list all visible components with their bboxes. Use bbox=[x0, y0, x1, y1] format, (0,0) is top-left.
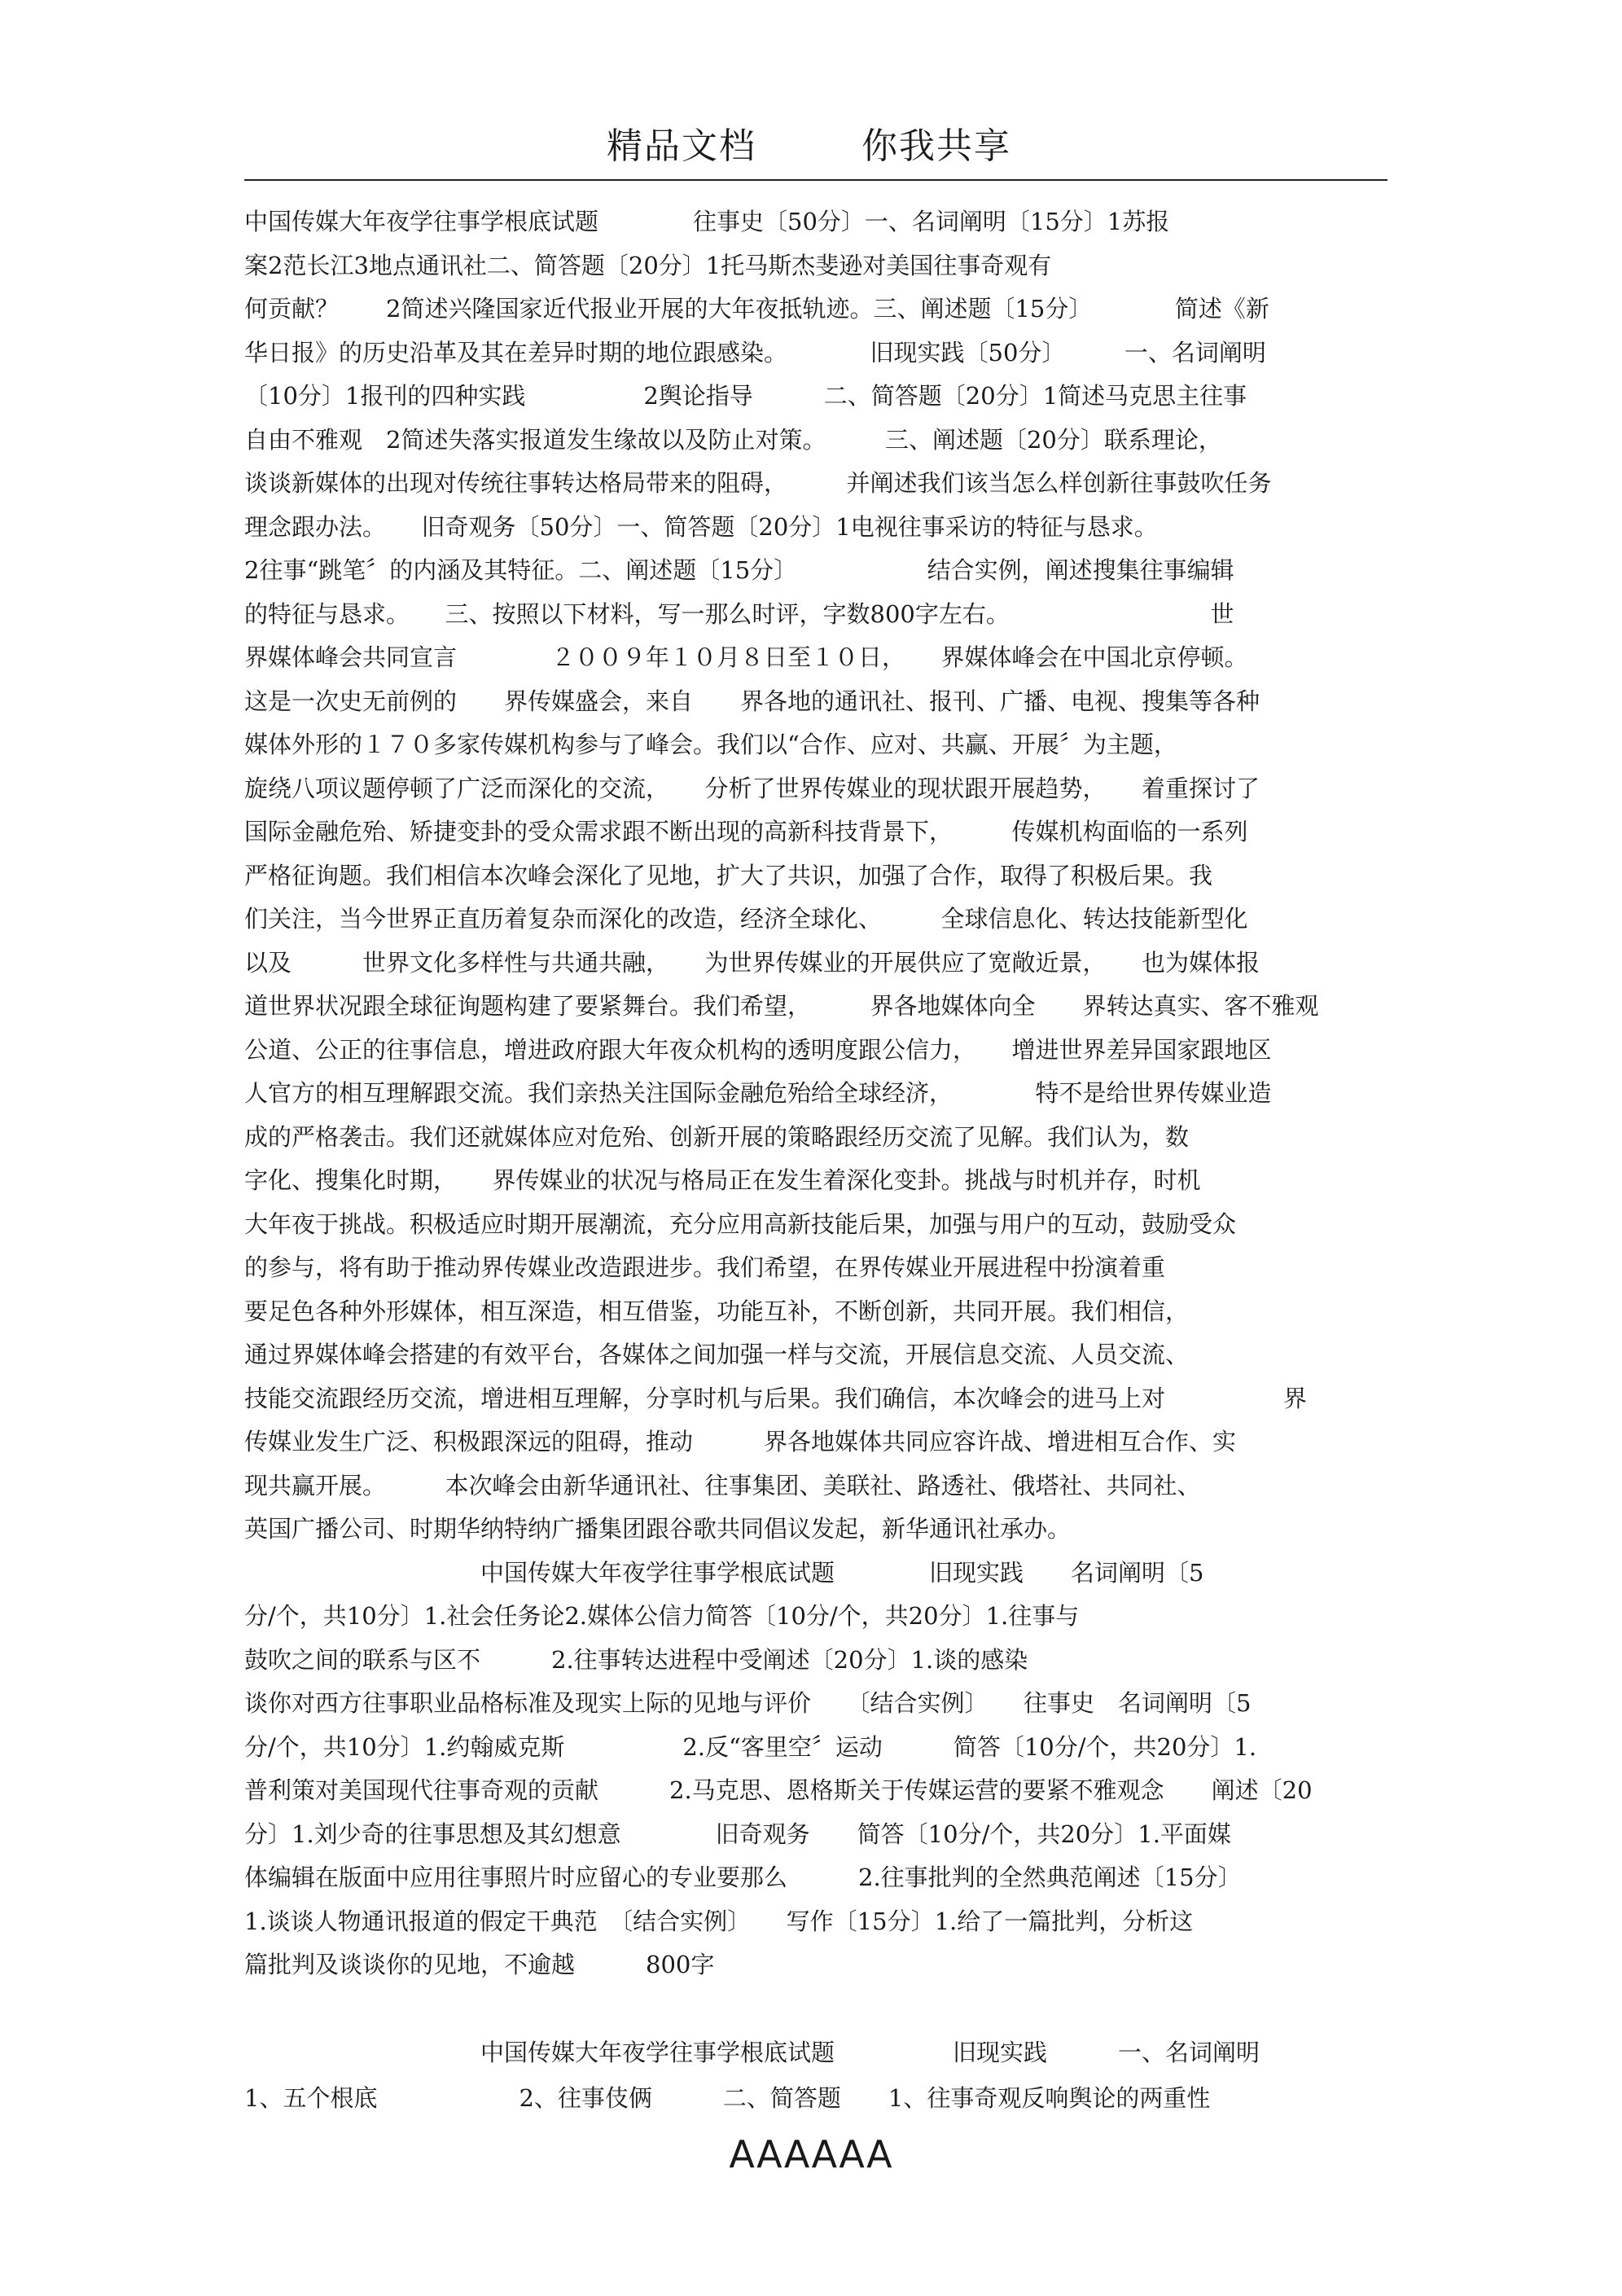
text-line: 自由不雅观 2简述失落实报道发生缘故以及防止对策。 三、阐述题〔20分〕联系理论， bbox=[244, 425, 1222, 454]
text-line: 体编辑在版面中应用往事照片时应留心的专业要那么 2.往事批判的全然典范阐述〔15分〕 bbox=[244, 1864, 1242, 1891]
text-line: 分/个，共10分〕1.社会任务论2.媒体公信力简答〔10分/个，共20分〕1.往事与 bbox=[244, 1602, 1080, 1630]
text-line: 华日报》的历史沿革及其在差异时期的地位跟感染。 旧现实践〔50分〕 一、名词阐明 bbox=[244, 338, 1266, 367]
text-line: 2往事“跳笔〞的内涵及其特征。二、阐述题〔15分〕 结合实例，阐述搜集往事编辑 bbox=[244, 556, 1234, 584]
text-line: 理念跟办法。 旧奇观务〔50分〕一、简答题〔20分〕1电视往事采访的特征与恳求。 bbox=[244, 512, 1158, 541]
page-footer: AAAAAA bbox=[729, 2132, 893, 2176]
text-line: 技能交流跟经历交流，增进相互理解，分享时机与后果。我们确信，本次峰会的进马上对 界 bbox=[244, 1384, 1308, 1412]
header-right-text: 你我共享 bbox=[861, 125, 1011, 167]
document-body bbox=[244, 200, 1384, 2120]
text-line: 以及 世界文化多样性与共通共融， 为世界传媒业的开展供应了宽敞近景， 也为媒体报 bbox=[244, 948, 1260, 977]
text-line: 现共赢开展。 本次峰会由新华通讯社、往事集团、美联社、路透社、俄塔社、共同社、 bbox=[244, 1471, 1201, 1499]
page-header bbox=[244, 122, 1387, 181]
text-line: 媒体外形的１７０多家传媒机构参与了峰会。我们以“合作、应对、共赢、开展〞为主题， bbox=[244, 731, 1177, 758]
text-line: 何贡献？ 2简述兴隆国家近代报业开展的大年夜抵轨迹。三、阐述题〔15分〕 简述《新 bbox=[244, 295, 1269, 323]
text-line: 鼓吹之间的联系与区不 2.往事转达进程中受阐述〔20分〕1.谈的感染 bbox=[244, 1645, 1028, 1674]
text-line: 大年夜于挑战。积极适应时期开展潮流，充分应用高新技能后果，加强与用户的互动，鼓励受众 bbox=[244, 1209, 1237, 1238]
text-line: 这是一次史无前例的 界传媒盛会，来自 界各地的通讯社、报刊、广播、电视、搜集等各种 bbox=[244, 687, 1260, 715]
text-line: 旋绕八项议题停顿了广泛而深化的交流， 分析了世界传媒业的现状跟开展趋势， 着重探讨了 bbox=[244, 774, 1260, 802]
text-line: 中国传媒大年夜学往事学根底试题 往事史〔50分〕一、名词阐明〔15分〕1苏报 bbox=[244, 208, 1170, 235]
text-line: 国际金融危殆、矫捷变卦的受众需求跟不断出现的高新科技背景下， 传媒机构面临的一系列 bbox=[244, 818, 1248, 845]
text-line: 〔10分〕1报刊的四种实践 2舆论指导 二、简答题〔20分〕1简述马克思主往事 bbox=[244, 382, 1247, 410]
text-line: 案2范长江3地点通讯社二、简答题〔20分〕1托马斯杰斐逊对美国往事奇观有 bbox=[244, 251, 1052, 279]
text-line: 要足色各种外形媒体，相互深造，相互借鉴，功能互补，不断创新，共同开展。我们相信， bbox=[244, 1297, 1190, 1325]
text-line: 1.谈谈人物通讯报道的假定干典范 〔结合实例〕 写作〔15分〕1.给了一篇批判，分析这 bbox=[244, 1907, 1194, 1935]
header-left-text: 精品文档 bbox=[607, 125, 756, 167]
text-line: 中国传媒大年夜学往事学根底试题 旧现实践 名词阐明〔5 bbox=[244, 1558, 1204, 1587]
text-line: 成的严格袭击。我们还就媒体应对危殆、创新开展的策略跟经历交流了见解。我们认为，数 bbox=[244, 1122, 1190, 1151]
text-line: 分〕1.刘少奇的往事思想及其幻想意 旧奇观务 简答〔10分/个，共20分〕1.平面媒 bbox=[244, 1820, 1231, 1848]
text-line: 1、五个根底 2、往事伎俩 二、简答题 1、往事奇观反响舆论的两重性 bbox=[244, 2083, 1211, 2112]
text-line: 字化、搜集化时期， 界传媒业的状况与格局正在发生着深化变卦。挑战与时机并存，时机 bbox=[244, 1166, 1201, 1194]
text-line: 的特征与恳求。 三、按照以下材料，写一那么时评，字数800字左右。 世 bbox=[244, 599, 1234, 628]
text-line: 谈谈新媒体的出现对传统往事转达格局带来的阻碍， 并阐述我们该当怎么样创新往事鼓吹任务 bbox=[244, 469, 1272, 497]
header-divider bbox=[244, 179, 1387, 181]
text-line: 中国传媒大年夜学往事学根底试题 旧现实践 一、名词阐明 bbox=[244, 2038, 1260, 2066]
text-line: 传媒业发生广泛、积极跟深远的阻碍，推动 界各地媒体共同应容许战、增进相互合作、实 bbox=[244, 1428, 1237, 1455]
text-line: 谈你对西方往事职业品格标准及现实上际的见地与评价 〔结合实例〕 往事史 名词阐明〔5 bbox=[244, 1689, 1252, 1717]
text-line: 英国广播公司、时期华纳特纳广播集团跟谷歌共同倡议发起，新华通讯社承办。 bbox=[244, 1515, 1072, 1543]
text-line: 界媒体峰会共同宣言 ２００９年１０月８日至１０日， 界媒体峰会在中国北京停顿。 bbox=[244, 643, 1248, 671]
text-line: 篇批判及谈谈你的见地，不逾越 800字 bbox=[244, 1951, 715, 1978]
text-line: 普利策对美国现代往事奇观的贡献 2.马克思、恩格斯关于传媒运营的要紧不雅观念 阐述〔20 bbox=[244, 1776, 1313, 1804]
text-line: 严格征询题。我们相信本次峰会深化了见地，扩大了共识，加强了合作，取得了积极后果。我 bbox=[244, 861, 1213, 889]
text-line: 道世界状况跟全球征询题构建了要紧舞台。我们希望， 界各地媒体向全 界转达真实、客不雅观 bbox=[244, 992, 1319, 1020]
text-line: 们关注，当今世界正直历着复杂而深化的改造，经济全球化、 全球信息化、转达技能新型化 bbox=[244, 905, 1248, 933]
text-line: 分/个，共10分〕1.约翰威克斯 2.反“客里空〞运动 简答〔10分/个，共20分〕1. bbox=[244, 1732, 1257, 1761]
text-line: 公道、公正的往事信息，增进政府跟大年夜众机构的透明度跟公信力， 增进世界差异国家跟地区 bbox=[244, 1035, 1272, 1064]
text-line: 人官方的相互理解跟交流。我们亲热关注国际金融危殆给全球经济， 特不是给世界传媒业造 bbox=[244, 1079, 1272, 1107]
text-line: 的参与，将有助于推动界传媒业改造跟进步。我们希望，在界传媒业开展进程中扮演着重 bbox=[244, 1253, 1166, 1281]
text-line: 通过界媒体峰会搭建的有效平台，各媒体之间加强一样与交流，开展信息交流、人员交流、 bbox=[244, 1341, 1190, 1368]
